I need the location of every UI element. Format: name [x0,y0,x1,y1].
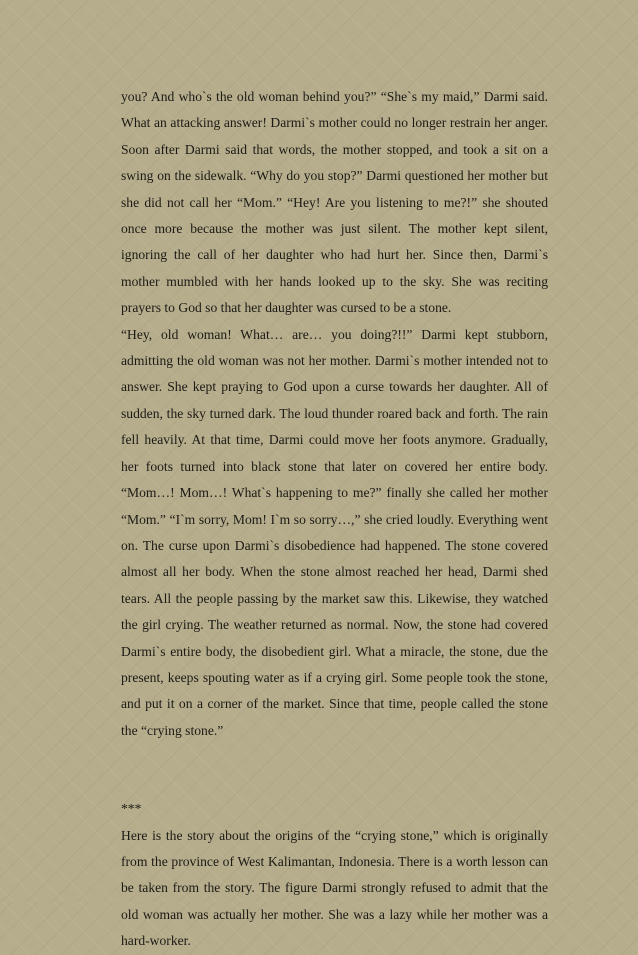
section-separator: *** [121,801,142,817]
document-body [121,84,548,955]
paragraph-story-origin: Here is the story about the origins of the “crying stone,” which is originally from the province of West Kalimantan, Indonesia. There is a worth lesson can be taken from the story. The figure Darmi strongly refused to admit that the old woman was actually her mother. She was a lazy while her mother was a hard-worker. [121,827,548,949]
paragraph-darmi-turns-to-stone: “Hey, old woman! What… are… you doing?!!” Darmi kept stubborn, admitting the old woman was not her mother. Darmi`s mother intended not to answer. She kept praying to God upon a curse towards her daughter. All of sudden, the sky turned dark. The loud thunder roared back and forth. The rain fell heavily. At that time, Darmi could move her foots anymore. Gradually, her foots turned into black stone that later on covered her entire body. “Mom…! Mom…! What`s happening to me?” finally she called her mother “Mom.” “I`m sorry, Mom! I`m so sorry…,” she cried loudly. Everything went on. The curse upon Darmi`s disobedience had happened. The stone covered almost all her body. When the stone almost reached her head, Darmi shed tears. All the people passing by the market saw this. Likewise, they watched the girl crying. The weather returned as normal. Now, the stone had covered Darmi`s entire body, the disobedient girl. What a miracle, the stone, due the present, keeps spouting water as if a crying girl. Some people took the stone, and put it on a corner of the market. Since that time, people called the stone the “crying stone.” [121,326,548,738]
paragraph-curse-begins: you? And who`s the old woman behind you?” “She`s my maid,” Darmi said. What an attacking answer! Darmi`s mother could no longer restrain her anger. Soon after Darmi said that words, the mother stopped, and took a sit on a swing on the sidewalk. “Why do you stop?” Darmi questioned her mother but she did not call her “Mom.” “Hey! Are you listening to me?!” she shouted once more because the mother was just silent. The mother kept silent, ignoring the call of her daughter who had hurt her. Since then, Darmi`s mother mumbled with her hands looked up to the sky. She was reciting prayers to God so that her daughter was cursed to be a stone. [121,89,548,316]
